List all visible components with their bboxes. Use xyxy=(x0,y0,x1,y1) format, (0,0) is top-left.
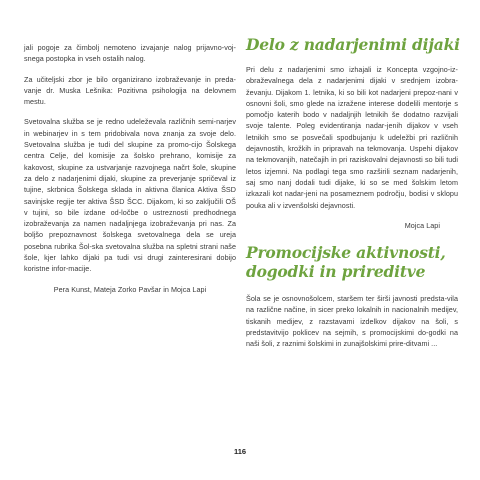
right-signature: Mojca Lapi xyxy=(404,220,440,230)
left-paragraph-2: Za učiteljski zbor je bilo organizirano izobraževanje in preda-vanje dr. Muska Lešnika: Pozitivna psihologija na delovnem mestu. xyxy=(24,74,236,107)
left-signature: Pera Kunst, Mateja Zorko Pavšar in Mojca Lapi xyxy=(53,284,207,294)
left-column xyxy=(24,42,236,304)
left-paragraph-1: jali pogoje za čimbolj nemoteno izvajanje nalog prijavno-voj-snega postopka in vseh ostalih nalog. xyxy=(24,43,236,64)
right-paragraph-1: Pri delu z nadarjenimi smo izhajali iz Koncepta vzgojno-iz-obraževalnega dela z nadarjenimi dijaki v srednjem izobra-ževanju. Dijakom 1. letnika, ki so bili kot nadarjeni prepoz-nani v osnovni šoli, smo glede na izražene interese dodelili mentorje s pomočjo katerih bodo v nadaljnjih letnikih še dodatno razvijali svoje talente. Poleg evidentiranja nadar-jenih dijakov v vseh letnikih smo se posvečali spodbujanju k udeležbi pri različnih dejavnostih, krožkih in pripravah na tekmovanja. Uspehi dijakov na tekmovanjih, natečajih in pri raziskovalni dejavnosti so bili tudi letos izjemni. Na podlagi tega smo razširili seznam nadarjenih, saj smo nanj dodali tudi dijake, ki so se med šolskim letom izkazali kot nadar-jeni na posameznem področju, bodisi v sklopu pouka ali v izvenšolski dejavnosti. xyxy=(246,65,458,210)
page-number: 116 xyxy=(233,447,247,456)
left-paragraph-3: Svetovalna služba se je redno udeleževala različnih semi-narjev in webinarjev in s tem pridobivala nova znanja za svoje delo. Svetovalna služba je tudi del skupine za promo-cijo Šolskega centra Celje, del komisije za šolsko prehrano, komisije za kakovost, skupine za ustvarjanje razvojnega načrt šole, skupine za delo z nadarjenimi dijaki, skupine za preverjanje spričeval iz tujine, skrbnica Šolskega sklada in aktivna članica Aktiva ŠSD savinjske regije ter aktiva ŠSD ŠCC. Dijakom, ki so zaključili OŠ v tujini, so bile izdane od-ločbe o ustreznosti predhodnega izobraževanja za namen nadaljnjega izobraževanja pri nas. Za boljšo prepoznavnost šolskega svetovalnega dela se ureja posebna rubrika Šol-ska svetovalna služba na spletni strani naše šole, kjer lahko dijaki pa tudi vsi drugi zainteresirani dobijo koristne infor-macije. xyxy=(24,117,236,274)
heading-gifted-students: Delo z nadarjenimi dijaki xyxy=(246,35,460,54)
right-paragraph-2: Šola se je osnovnošolcem, staršem ter širši javnosti predsta-vila na različne načine, in sicer preko lokalnih in nacionalnih medijev, tiskanih medijev, z razstavami izdelkov dijakov na šoli, s predstavitvijo poklicev na sejmih, s promocijskimi do-godki na naši šoli, z raznimi šolskimi in zunajšolskimi prire-ditvami ... xyxy=(246,294,458,349)
right-column xyxy=(246,64,458,359)
heading-promotion: Promocijske aktivnosti, dogodki in prireditve xyxy=(246,243,446,282)
